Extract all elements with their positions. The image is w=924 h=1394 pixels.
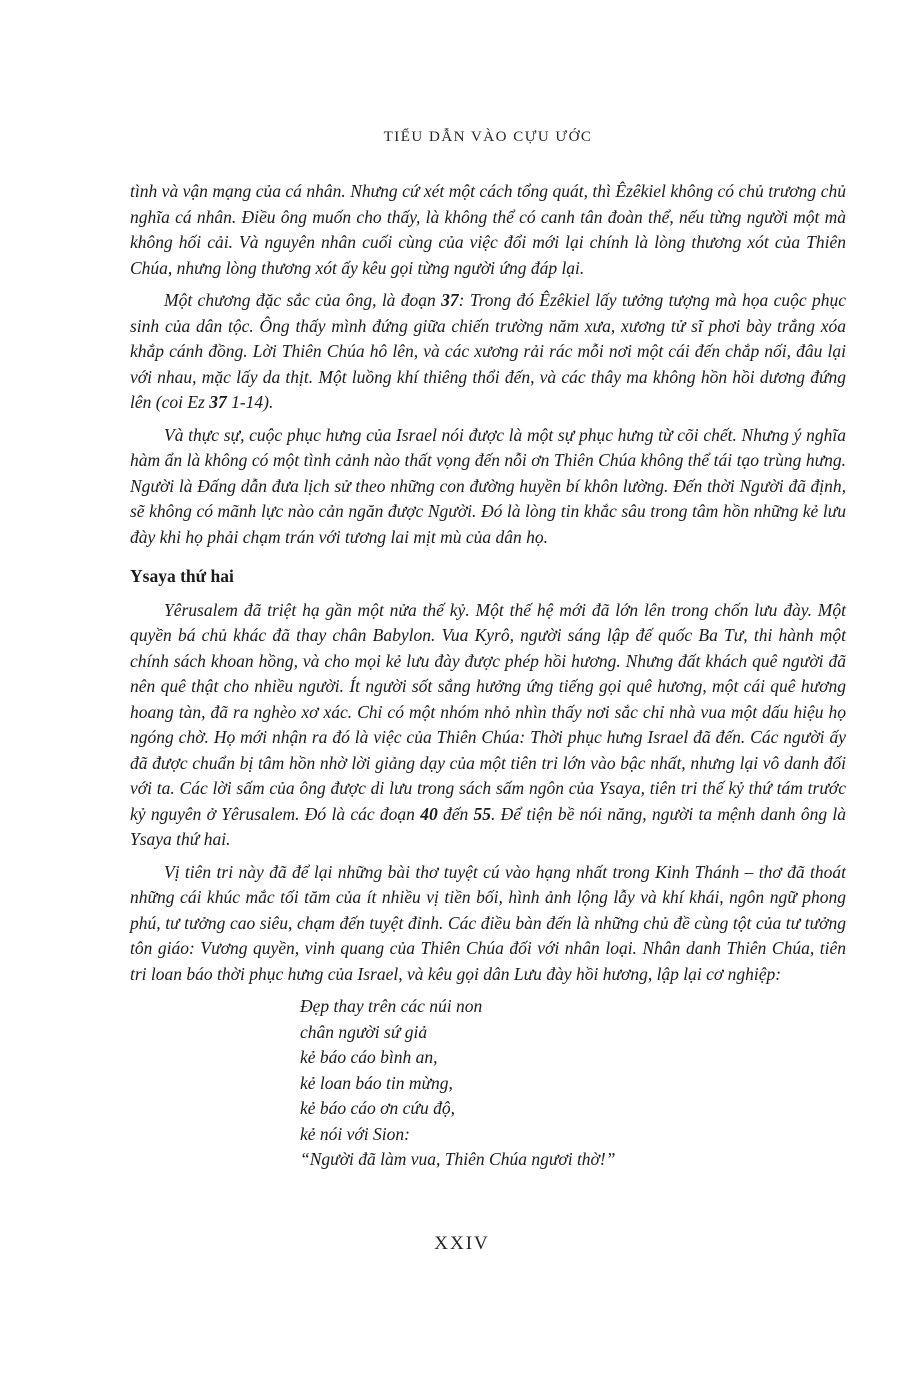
poem-line: chân người sứ giả: [300, 1021, 428, 1042]
paragraph: [130, 860, 846, 988]
paragraph: [130, 598, 846, 853]
emphasized-number: 40: [420, 803, 438, 824]
poem-line: kẻ loan báo tin mừng,: [300, 1072, 453, 1093]
emphasized-number: 55: [473, 803, 492, 824]
paragraph-text: : Trong đó Êzêkiel lấy tưởng tượng mà họa cuộc phục sinh của dân tộc. Ông thấy mình đứng giữa chiến trường năm xưa, xương tử sĩ phơi bày trắng xóa khắp cánh đồng. Lời Thiên Chúa hô lên, và các xương rải rác mỗi nơi một cái đến chắp nối, đâu lại với nhau, mặc lấy da thịt. Một luồng khí thiêng thổi đến, và các thây ma không hồn hồi dương đứng lên (coi Ez: [130, 290, 846, 412]
poem-block: [300, 994, 846, 1173]
poem-line: kẻ nói với Sion:: [300, 1123, 410, 1144]
paragraph-text: Một chương đặc sắc của ông, là đoạn: [164, 290, 442, 310]
paragraph-text: tình và vận mạng của cá nhân. Nhưng cứ xét một cách tổng quát, thì Êzêkiel không có chủ trương chủ nghĩa cá nhân. Điều ông muốn cho thấy, là không thể có canh tân đoàn thể, nếu từng người một mà không hối cải. Và nguyên nhân cuối cùng của việc đổi mới lại chính là lòng thương xót của Thiên Chúa, nhưng lòng thương xót ấy kêu gọi từng người ứng đáp lại.: [130, 181, 846, 278]
poem-line: kẻ báo cáo ơn cứu độ,: [300, 1098, 455, 1118]
section-heading: Ysaya thứ hai: [130, 566, 234, 586]
poem-line: kẻ báo cáo bình an,: [300, 1047, 438, 1067]
poem-line: Đẹp thay trên các núi non: [300, 996, 483, 1016]
paragraph-text: Yêrusalem đã triệt hạ gần một nửa thế kỷ. Một thế hệ mới đã lớn lên trong chốn lưu đày. Một quyền bá chủ khác đã thay chân Babylon. Vua Kyrô, người sáng lập đế quốc Ba Tư, thi hành một chính sách khoan hồng, và cho mọi kẻ lưu đày được phép hồi hương. Nhưng đất khách quê người đã nên quê thật cho nhiều người. Ít người sốt sắng hưởng ứng tiếng gọi quê hương, một cái quê hương hoang tàn, đã ra nghèo xơ xác. Chỉ có một nhóm nhỏ nhìn thấy nơi sắc chỉ nhà vua một dấu hiệu họ ngóng chờ. Họ mới nhận ra đó là việc của Thiên Chúa: Thời phục hưng Israel đã đến. Các người ấy đã được chuẩn bị tâm hồn nhờ lời giảng dạy của một tiên tri lớn vào bậc nhất, nhưng lại vô danh đối với ta. Các lời sấm của ông được di lưu trong sách sấm ngôn của Ysaya, tiên tri thế kỷ thứ tám trước kỷ nguyên ở Yêrusalem. Đó là các đoạn: [130, 599, 846, 824]
emphasized-number: 37: [209, 392, 227, 412]
paragraph-text: 1-14).: [226, 392, 274, 412]
paragraph-text: Vị tiên tri này đã để lại những bài thơ tuyệt cú vào hạng nhất trong Kinh Thánh – thơ đã thoát những cái khúc mắc tối tăm của ít nhiều vị tiền bối, hình ảnh lộng lẫy và khí khái, ngôn ngữ phong phú, tư tưởng cao siêu, chạm đến tuyệt đỉnh. Các điều bàn đến là những chủ đề cùng tột của tư tưởng tôn giáo: Vương quyền, vinh quang của Thiên Chúa đối với nhân loại. Nhân danh Thiên Chúa, tiên tri loan báo thời phục hưng của Israel, và kêu gọi dân Lưu đày hồi hương, lập lại cơ nghiệp:: [130, 861, 846, 984]
paragraph: [130, 179, 846, 281]
page-number: XXIV: [434, 1233, 490, 1254]
paragraph: [130, 423, 846, 551]
paragraph-text: đến: [437, 803, 474, 824]
paragraph-text: Và thực sự, cuộc phục hưng của Israel nói được là một sự phục hưng từ cõi chết. Nhưng ý nghĩa hàm ẩn là không có một tình cảnh nào thất vọng đến nỗi ơn Thiên Chúa không thể tái tạo trùng hưng. Người là Đấng dẫn đưa lịch sử theo những con đường huyền bí khôn lường. Đến thời Người đã định, sẽ không có mãnh lực nào cản ngăn được Người. Đó là lòng tin khắc sâu trong tâm hồn những kẻ lưu đày khi họ phải chạm trán với tương lai mịt mù của dân họ.: [130, 424, 846, 547]
paragraph: [130, 288, 846, 416]
poem-line: “Người đã làm vua, Thiên Chúa ngươi thờ!”: [300, 1149, 616, 1169]
page-body: [130, 179, 846, 1173]
paragraph-text: . Để tiện bề nói năng, người ta mệnh danh ông là Ysaya thứ hai.: [130, 803, 846, 849]
emphasized-number: 37: [441, 290, 459, 310]
running-header: TIỂU DẪN VÀO CỰU ƯỚC: [383, 129, 593, 145]
